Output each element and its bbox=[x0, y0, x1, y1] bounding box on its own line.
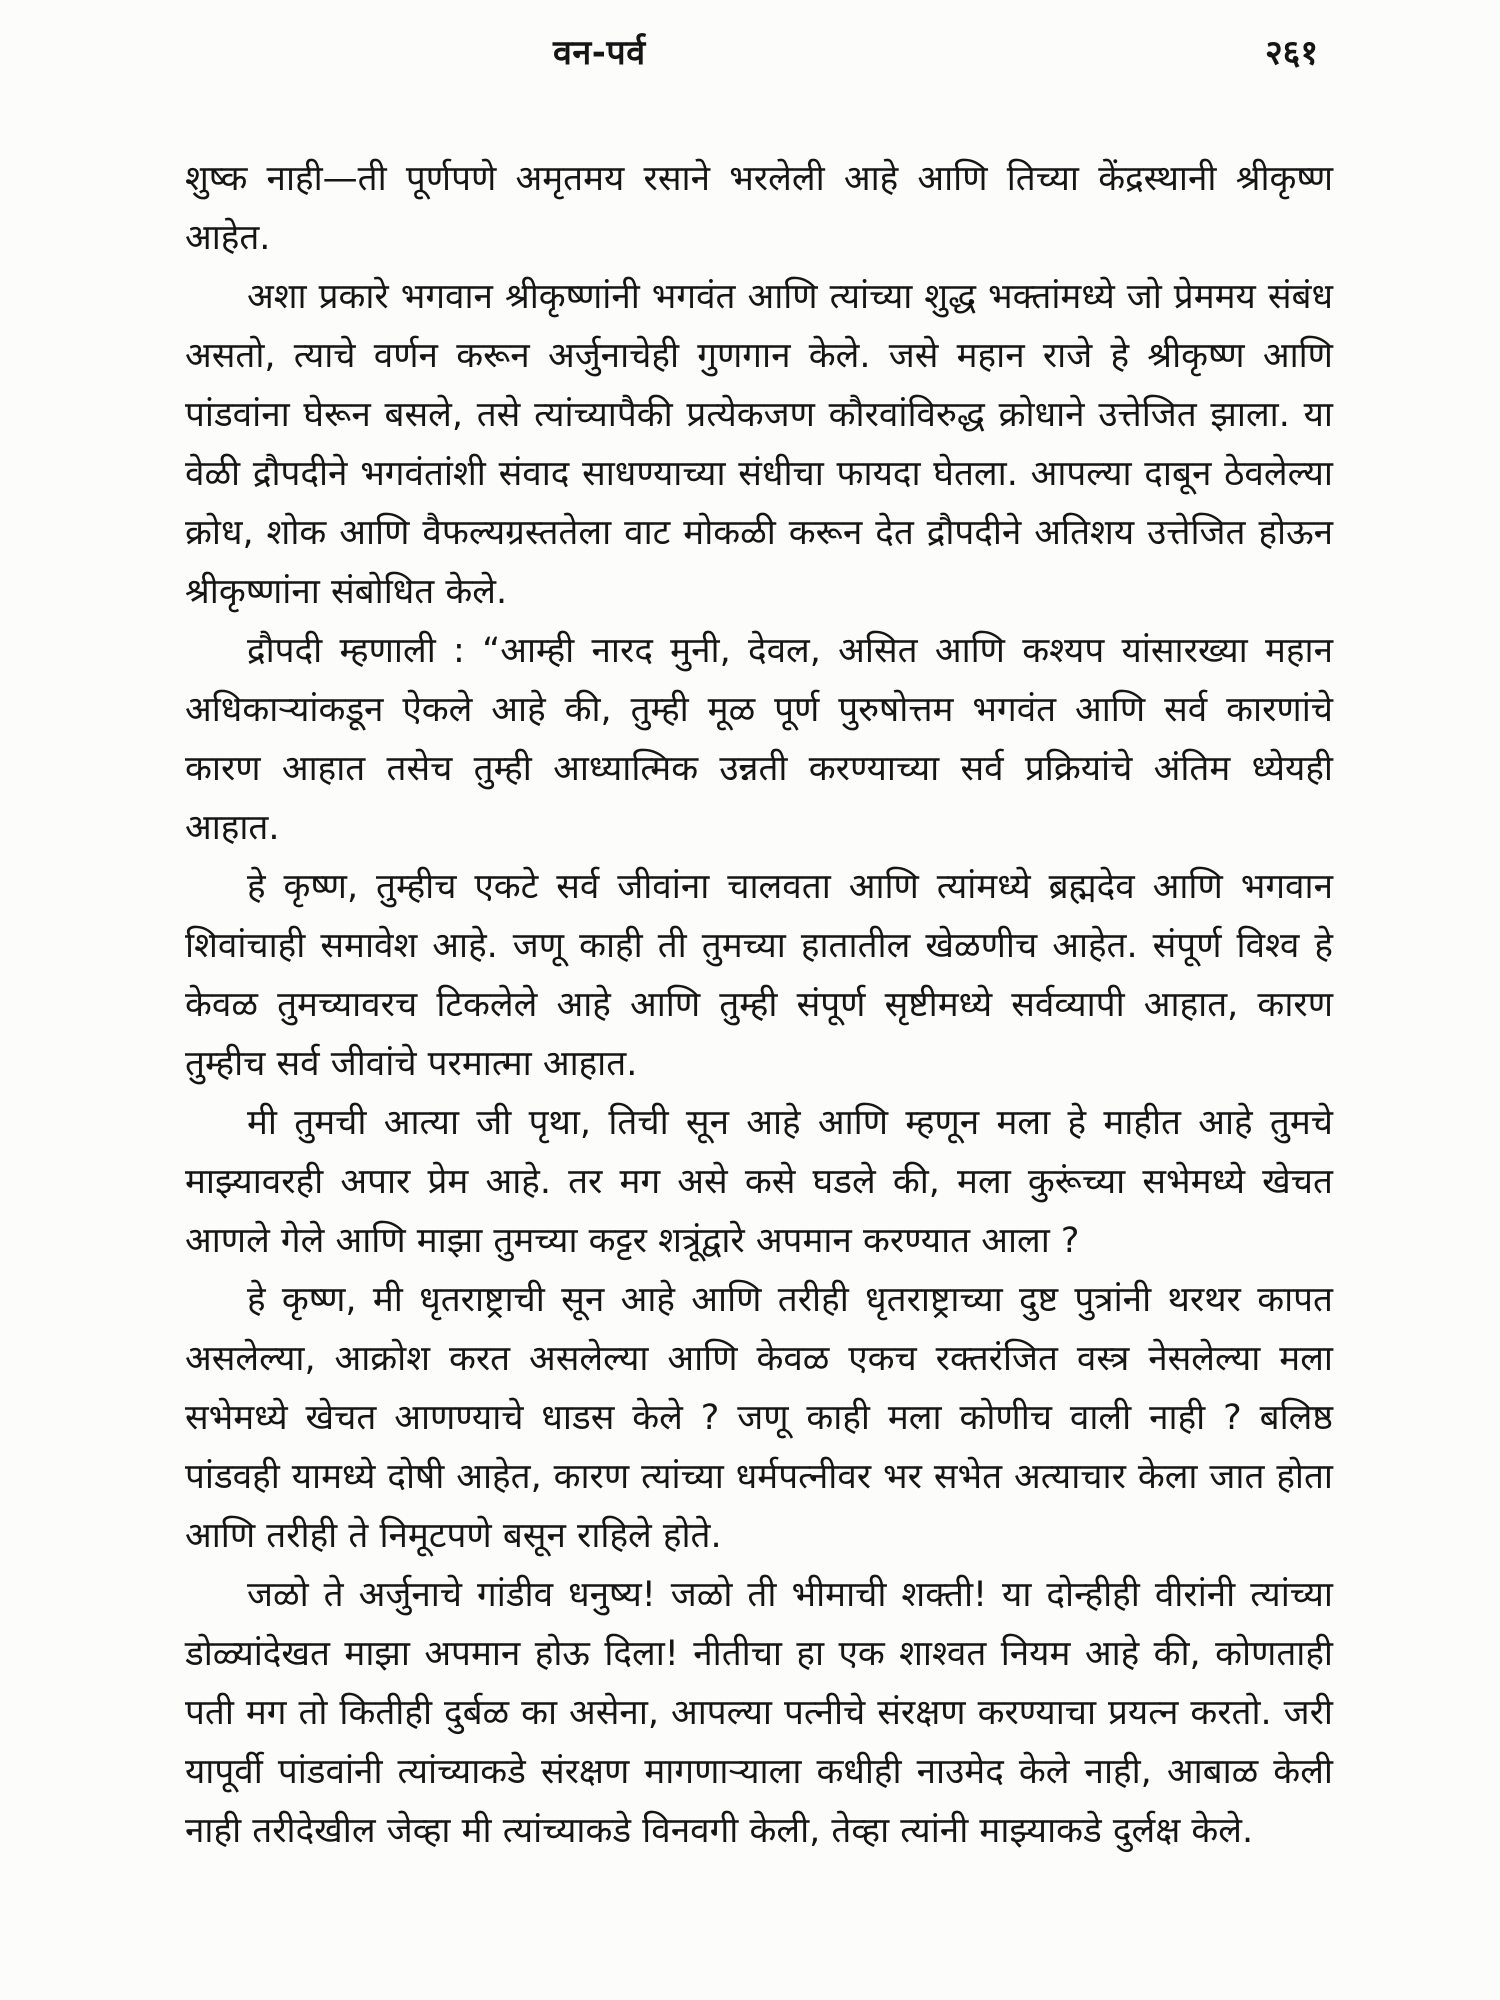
paragraph: अशा प्रकारे भगवान श्रीकृष्णांनी भगवंत आणि त्यांच्या शुद्ध भक्तांमध्ये जो प्रेममय संबंध असतो, त्याचे वर्णन करून अर्जुनाचेही गुणगान केले. जसे महान राजे हे श्रीकृष्ण आणि पांडवांना घेरून बसले, तसे त्यांच्यापैकी प्रत्येकजण कौरवांविरुद्ध क्रोधाने उत्तेजित झाला. या वेळी द्रौपदीने भगवंतांशी संवाद साधण्याच्या संधीचा फायदा घेतला. आपल्या दाबून ठेवलेल्या क्रोध, शोक आणि वैफल्यग्रस्ततेला वाट मोकळी करून देत द्रौपदीने अतिशय उत्तेजित होऊन श्रीकृष्णांना संबोधित केले. bbox=[185, 277, 1333, 612]
paragraph: शुष्क नाही—ती पूर्णपणे अमृतमय रसाने भरलेली आहे आणि तिच्या केंद्रस्थानी श्रीकृष्ण आहेत. bbox=[185, 159, 1333, 258]
page-number: २६१ bbox=[1264, 33, 1318, 73]
running-header bbox=[0, 28, 1500, 80]
paragraph: मी तुमची आत्या जी पृथा, तिची सून आहे आणि म्हणून मला हे माहीत आहे तुमचे माझ्यावरही अपार प्रेम आहे. तर मग असे कसे घडले की, मला कुरूंच्या सभेमध्ये खेचत आणले गेले आणि माझा तुमच्या कट्टर शत्रूंद्वारे अपमान करण्यात आला ? bbox=[185, 1103, 1333, 1261]
chapter-title: वन-पर्व bbox=[553, 33, 646, 73]
paragraph: द्रौपदी म्हणाली : “आम्ही नारद मुनी, देवल, असित आणि कश्यप यांसारख्या महान अधिकाऱ्यांकडून ऐकले आहे की, तुम्ही मूळ पूर्ण पुरुषोत्तम भगवंत आणि सर्व कारणांचे कारण आहात तसेच तुम्ही आध्यात्मिक उन्नती करण्याच्या सर्व प्रक्रियांचे अंतिम ध्येयही आहात. bbox=[185, 631, 1333, 848]
paragraph: जळो ते अर्जुनाचे गांडीव धनुष्य! जळो ती भीमाची शक्ती! या दोन्हीही वीरांनी त्यांच्या डोळ्यांदेखत माझा अपमान होऊ दिला! नीतीचा हा एक शाश्वत नियम आहे की, कोणताही पती मग तो कितीही दुर्बळ का असेना, आपल्या पत्नीचे संरक्षण करण्याचा प्रयत्न करतो. जरी यापूर्वी पांडवांनी त्यांच्याकडे संरक्षण मागणाऱ्याला कधीही नाउमेद केले नाही, आबाळ केली नाही तरीदेखील जेव्हा मी त्यांच्याकडे विनवगी केली, तेव्हा त्यांनी माझ्याकडे दुर्लक्ष केले. bbox=[185, 1575, 1333, 1851]
paragraph: हे कृष्ण, तुम्हीच एकटे सर्व जीवांना चालवता आणि त्यांमध्ये ब्रह्मदेव आणि भगवान शिवांचाही समावेश आहे. जणू काही ती तुमच्या हातातील खेळणीच आहेत. संपूर्ण विश्व हे केवळ तुमच्यावरच टिकलेले आहे आणि तुम्ही संपूर्ण सृष्टीमध्ये सर्वव्यापी आहात, कारण तुम्हीच सर्व जीवांचे परमात्मा आहात. bbox=[185, 867, 1333, 1084]
paragraph: हे कृष्ण, मी धृतराष्ट्राची सून आहे आणि तरीही धृतराष्ट्राच्या दुष्ट पुत्रांनी थरथर कापत असलेल्या, आक्रोश करत असलेल्या आणि केवळ एकच रक्तरंजित वस्त्र नेसलेल्या मला सभेमध्ये खेचत आणण्याचे धाडस केले ? जणू काही मला कोणीच वाली नाही ? बलिष्ठ पांडवही यामध्ये दोषी आहेत, कारण त्यांच्या धर्मपत्नीवर भर सभेत अत्याचार केला जात होता आणि तरीही ते निमूटपणे बसून राहिले होते. bbox=[185, 1280, 1333, 1556]
page-body bbox=[185, 150, 1333, 1861]
